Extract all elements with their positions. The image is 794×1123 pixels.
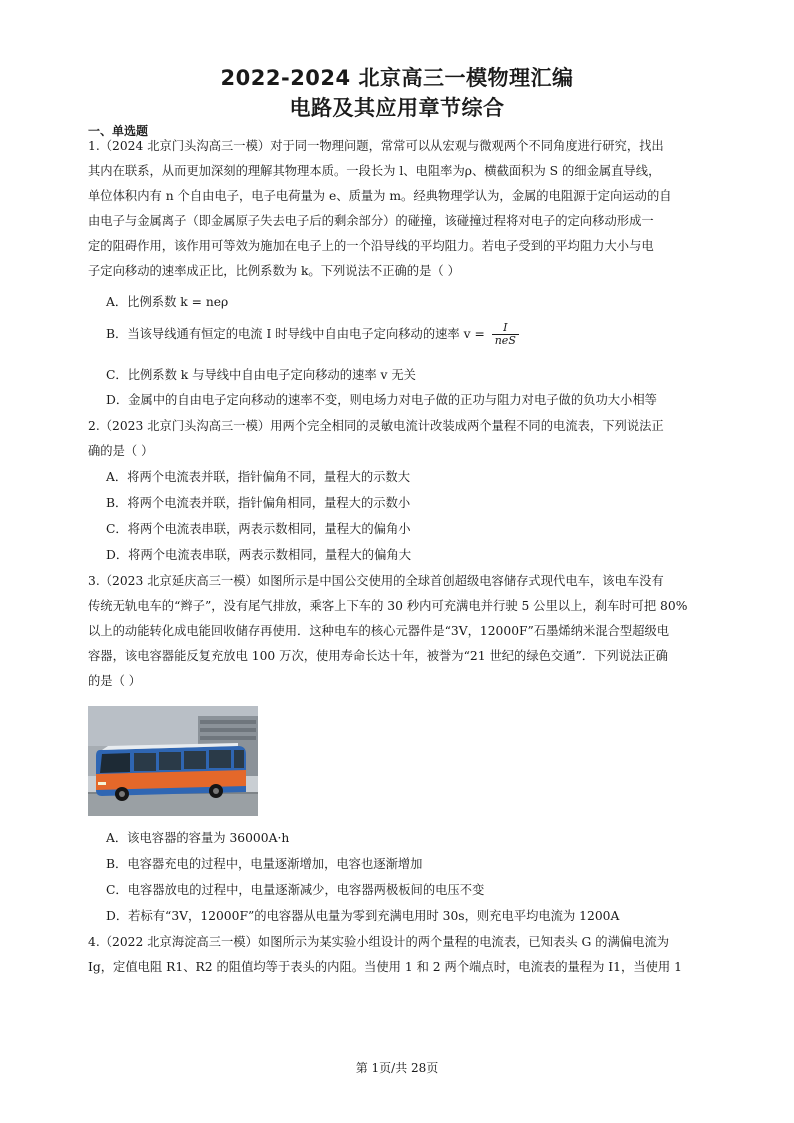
q3-option-c: C．电容器放电的过程中，电量逐渐减少，电容器两极板间的电压不变 xyxy=(106,883,485,897)
page-subtitle: 电路及其应用章节综合 xyxy=(289,96,505,120)
q2-option-d: D．将两个电流表串联，两表示数相同，量程大的偏角大 xyxy=(106,548,411,562)
page-title: 2022-2024 北京高三一模物理汇编 xyxy=(220,66,574,90)
q3-line: 的是（ ） xyxy=(88,674,142,688)
q2-option-c: C．将两个电流表串联，两表示数相同，量程大的偏角小 xyxy=(106,522,411,536)
q3-option-a: A．该电容器的容量为 36000A·h xyxy=(106,831,290,845)
fraction-denominator: neS xyxy=(494,334,516,347)
q1-option-b-text: B．当该导线通有恒定的电流 I 时导线中自由电子定向移动的速率 v = xyxy=(106,327,485,341)
bus-photo xyxy=(88,706,258,816)
q1-line: 由电子与金属离子（即金属原子失去电子后的剩余部分）的碰撞，该碰撞过程将对电子的定向移动形成一 xyxy=(88,214,654,228)
q1-option-c: C．比例系数 k 与导线中自由电子定向移动的速率 v 无关 xyxy=(106,368,416,382)
q3-line: 容器，该电容器能反复充放电 100 万次，使用寿命长达十年，被誉为“21 世纪的绿色交通”．下列说法正确 xyxy=(88,649,668,663)
q3-line: 以上的动能转化成电能回收储存再使用．这种电车的核心元器件是“3V，12000F”石墨烯纳米混合型超级电 xyxy=(88,624,670,638)
q2-option-b: B．将两个电流表并联，指针偏角相同，量程大的示数小 xyxy=(106,496,411,510)
q2-option-a: A．将两个电流表并联，指针偏角不同，量程大的示数大 xyxy=(106,470,411,484)
q1-line: 定的阻碍作用，该作用可等效为施加在电子上的一个沿导线的平均阻力。若电子受到的平均阻力大小与电 xyxy=(88,239,654,253)
bus-illustration xyxy=(88,706,258,816)
q1-option-d: D．金属中的自由电子定向移动的速率不变，则电场力对电子做的正功与阻力对电子做的负功大小相等 xyxy=(106,393,657,407)
q4-line: 4.（2022 北京海淀高三一模）如图所示为某实验小组设计的两个量程的电流表，已知表头 G 的满偏电流为 xyxy=(88,935,670,949)
q4-line: Ig，定值电阻 R1、R2 的阻值均等于表头的内阻。当使用 1 和 2 两个端点时，电流表的量程为 I1，当使用 1 xyxy=(88,960,682,974)
q1-line: 1.（2024 北京门头沟高三一模）对于同一物理问题，常常可以从宏观与微观两个不同角度进行研究，找出 xyxy=(88,139,664,153)
q1-line: 单位体积内有 n 个自由电子，电子电荷量为 e、质量为 m。经典物理学认为，金属的电阻源于定向运动的自 xyxy=(88,189,672,203)
page-footer: 第 1页/共 28页 xyxy=(355,1061,439,1075)
q3-line: 3.（2023 北京延庆高三一模）如图所示是中国公交使用的全球首创超级电容储存式现代电车，该电车没有 xyxy=(88,574,664,588)
q1-option-b xyxy=(106,322,716,347)
q3-option-b: B．电容器充电的过程中，电量逐渐增加，电容也逐渐增加 xyxy=(106,857,423,871)
fraction xyxy=(492,322,519,347)
q2-line: 2.（2023 北京门头沟高三一模）用两个完全相同的灵敏电流计改装成两个量程不同的电流表，下列说法正 xyxy=(88,419,664,433)
q3-line: 传统无轨电车的“辫子”，没有尾气排放，乘客上下车的 30 秒内可充满电并行驶 5 公里以上，刹车时可把 80% xyxy=(88,599,688,613)
section-heading: 一、单选题 xyxy=(88,124,149,138)
q1-line: 子定向移动的速率成正比，比例系数为 k。下列说法不正确的是（ ） xyxy=(88,264,460,278)
q1-option-a: A．比例系数 k = neρ xyxy=(106,295,229,309)
q1-line: 其内在联系，从而更加深刻的理解其物理本质。一段长为 l、电阻率为ρ、横截面积为 S 的细金属直导线， xyxy=(88,164,661,178)
q3-option-d: D．若标有“3V，12000F”的电容器从电量为零到充满电用时 30s，则充电平均电流为 1200A xyxy=(106,909,620,923)
q2-line: 确的是（ ） xyxy=(88,444,154,458)
fraction-numerator: I xyxy=(492,322,519,335)
